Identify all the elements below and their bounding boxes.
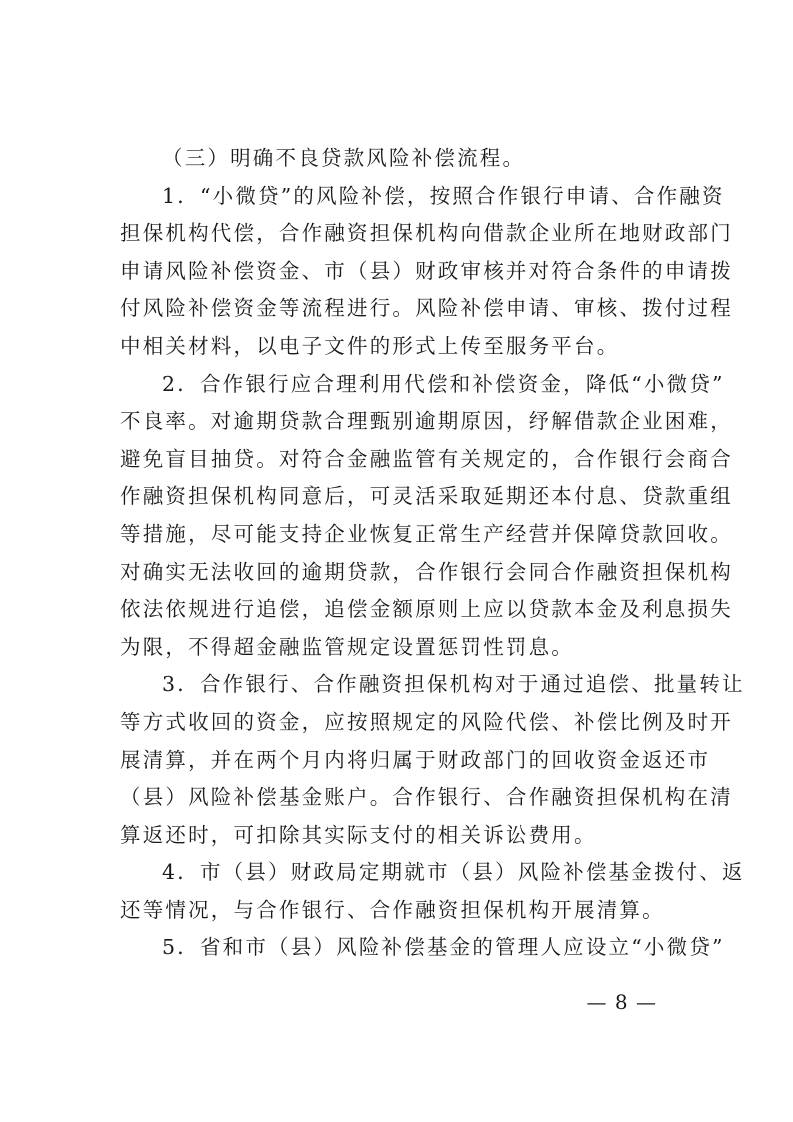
paragraph-3-line-4: （县）风险补偿基金账户。合作银行、合作融资担保机构在清 (120, 785, 733, 810)
paragraph-2-line-3: 避免盲目抽贷。对符合金融监管有关规定的，合作银行会商合 (120, 446, 733, 471)
paragraph-1-line-1: 1．“小微贷”的风险补偿，按照合作银行申请、合作融资 (162, 183, 725, 208)
paragraph-3-line-3: 展清算，并在两个月内将归属于财政部门的回收资金返还市 (120, 747, 711, 772)
page-number: — 8 — (586, 990, 657, 1014)
document-page (120, 140, 745, 967)
paragraph-2-line-1: 2．合作银行应合理利用代偿和补偿资金，降低“小微贷” (162, 371, 725, 396)
paragraph-3-line-1: 3．合作银行、合作融资担保机构对于通过追偿、批量转让 (162, 672, 745, 697)
paragraph-1-line-4: 付风险补偿资金等流程进行。风险补偿申请、审核、拨付过程 (120, 296, 733, 321)
paragraph-5-line-1: 5．省和市（县）风险补偿基金的管理人应设立“小微贷” (162, 935, 725, 960)
paragraph-3-line-2: 等方式收回的资金，应按照规定的风险代偿、补偿比例及时开 (120, 709, 733, 734)
paragraph-2-line-4: 作融资担保机构同意后，可灵活采取延期还本付息、贷款重组 (120, 484, 733, 509)
section-heading: （三）明确不良贷款风险补偿流程。 (162, 146, 526, 170)
paragraph-1-line-3: 申请风险补偿资金、市（县）财政审核并对符合条件的申请拨 (120, 258, 733, 283)
paragraph-4-line-1: 4．市（县）财政局定期就市（县）风险补偿基金拨付、返 (162, 860, 745, 885)
paragraph-1-line-5: 中相关材料，以电子文件的形式上传至服务平台。 (120, 333, 620, 358)
paragraph-2-line-2: 不良率。对逾期贷款合理甄别逾期原因，纾解借款企业困难， (120, 409, 733, 434)
paragraph-2-line-5: 等措施，尽可能支持企业恢复正常生产经营并保障贷款回收。 (120, 521, 733, 546)
paragraph-2-line-6: 对确实无法收回的逾期贷款，合作银行会同合作融资担保机构 (120, 559, 733, 584)
paragraph-2-line-7: 依法依规进行追偿，追偿金额原则上应以贷款本金及利息损失 (120, 597, 733, 622)
paragraph-1-line-2: 担保机构代偿，合作融资担保机构向借款企业所在地财政部门 (120, 221, 733, 246)
paragraph-3-line-5: 算返还时，可扣除其实际支付的相关诉讼费用。 (120, 822, 597, 847)
paragraph-4-line-2: 还等情况，与合作银行、合作融资担保机构开展清算。 (120, 897, 665, 922)
paragraph-2-line-8: 为限，不得超金融监管规定设置惩罚性罚息。 (120, 634, 574, 659)
